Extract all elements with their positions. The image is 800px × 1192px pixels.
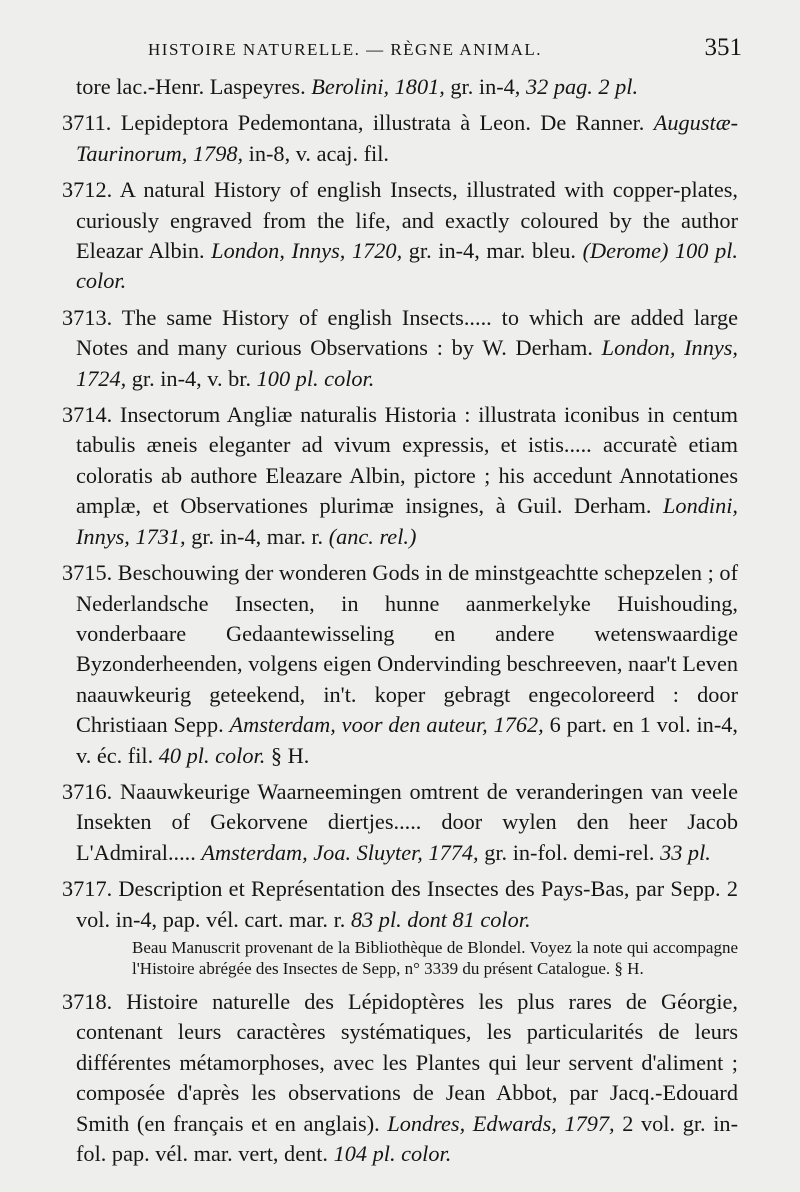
running-head: HISTOIRE NATURELLE. — RÈGNE ANIMAL. xyxy=(148,40,543,59)
catalogue-entry xyxy=(62,558,738,771)
entry-number: 3714. xyxy=(62,402,113,428)
entry-format: in-8, v. acaj. fil. xyxy=(243,140,389,166)
catalogue-entry xyxy=(62,108,738,169)
entry-number: 3712. xyxy=(62,177,113,203)
entry-plates: 40 pl. color. xyxy=(158,742,266,768)
entry-provenance: § H. xyxy=(265,742,310,768)
entry-text: Description et Représentation des Insectes des Pays-Bas, par Sepp. 2 vol. in-4, pap. vél. cart. mar. r. xyxy=(76,876,738,932)
page-header xyxy=(148,34,742,64)
catalogue-entry xyxy=(62,175,738,297)
entry-imprint: London, Innys, 1724, xyxy=(76,335,738,391)
entry-format: gr. in-4, v. br. xyxy=(126,365,257,391)
entry-plates: 32 pag. 2 pl. xyxy=(525,74,639,99)
entry-number: 3717. xyxy=(62,876,113,902)
entry-text: A natural History of english Insects, illustrated with copper-plates, curiously engraved from the life, and exactly coloured by the author Eleazar Albin. xyxy=(76,177,738,264)
entry-plates: (Derome) 100 pl. color. xyxy=(76,238,738,294)
entry-number: 3716. xyxy=(62,778,113,804)
entry-text: Naauwkeurige Waarneemingen omtrent de veranderingen van veele Insekten of Gekorvene diertjes..... door wylen den heer Jacob L'Admiral..... xyxy=(76,778,738,865)
entry-plates: 100 pl. color. xyxy=(256,365,375,391)
catalogue-entry xyxy=(62,777,738,868)
entry-imprint: Londini, Innys, 1731, xyxy=(76,493,738,549)
entry-plates: 83 pl. dont 81 color. xyxy=(350,906,531,932)
catalogue-entry xyxy=(62,987,738,1169)
entry-imprint: Londres, Edwards, 1797, xyxy=(387,1110,615,1136)
entry-text: Histoire naturelle des Lépidoptères les plus rares de Géorgie, contenant leurs caractères systématiques, les particularités de leurs différentes métamorphoses, avec les Plantes qui leur servent d'aliment ; composée d'après les observations de Jean Abbot, par Jacq.-Edouard Smith (en français et en anglais). xyxy=(76,988,738,1136)
catalogue-body xyxy=(62,72,738,1175)
catalogue-entry xyxy=(62,874,738,935)
entry-imprint: Berolini, 1801, xyxy=(311,74,445,99)
entry-format: gr. in-fol. demi-rel. xyxy=(478,839,661,865)
entry-text: Insectorum Angliæ naturalis Historia : illustrata iconibus in centum tabulis æneis eleganter ad vivum expressis, et istis..... accuratè etiam coloratis ab authore Eleazare Albin, pictore ; his accedunt Annotationes amplæ, et Observationes plurimæ insignes, à Guil. Derham. xyxy=(76,402,738,519)
entry-imprint: Amsterdam, voor den auteur, 1762, xyxy=(229,712,544,738)
entry-format: 6 part. en 1 vol. in-4, v. éc. fil. xyxy=(76,712,738,768)
entry-imprint: Augustæ-Taurinorum, 1798, xyxy=(76,110,738,166)
entry-number: 3713. xyxy=(62,304,113,330)
catalogue-entry xyxy=(62,400,738,552)
entry-binding: (anc. rel.) xyxy=(328,523,417,549)
entry-text: Lepideptora Pedemontana, illustrata à Leon. De Ranner. xyxy=(111,110,654,136)
entry-number: 3718. xyxy=(62,988,113,1014)
entry-format: gr. in-4, mar. r. xyxy=(185,523,329,549)
entry-note: Beau Manuscrit provenant de la Bibliothèque de Blondel. Voyez la note qui accompagne l'Histoire abrégée des Insectes de Sepp, n° 3339 du présent Catalogue. § H. xyxy=(132,937,738,978)
entry-format: 2 vol. gr. in-fol. pap. vél. mar. vert, dent. xyxy=(76,1110,738,1166)
entry-imprint: Amsterdam, Joa. Sluyter, 1774, xyxy=(201,839,479,865)
entry-text: tore lac.-Henr. Laspeyres. xyxy=(76,74,312,99)
entry-plates: 104 pl. color. xyxy=(333,1141,452,1166)
entry-format: gr. in-4, mar. bleu. xyxy=(402,238,583,264)
catalogue-entry xyxy=(62,303,738,394)
entry-text: Beschouwing der wonderen Gods in de minstgeachtte schepzelen ; of Nederlandsche Insecten, in hunne aanmerkelyke Huishouding, vonderbaare Gedaantewisseling en andere wetenswaardige Byzonderheenden, volgens eigen Ondervinding beschreeven, naar't Leven naauwkeurig geteekend, in't. koper gebragt engecoloreerd : door Christiaan Sepp. xyxy=(76,560,738,738)
page-number: 351 xyxy=(704,34,742,61)
entry-number: 3711. xyxy=(62,110,112,136)
catalogue-entry-continued xyxy=(62,72,738,102)
entry-plates: 33 pl. xyxy=(660,839,711,865)
entry-text: The same History of english Insects..... to which are added large Notes and many curious Observations : by W. Derham. xyxy=(76,304,738,361)
entry-format: gr. in-4, xyxy=(444,74,526,99)
entry-imprint: London, Innys, 1720, xyxy=(211,238,403,264)
entry-number: 3715. xyxy=(62,560,113,586)
